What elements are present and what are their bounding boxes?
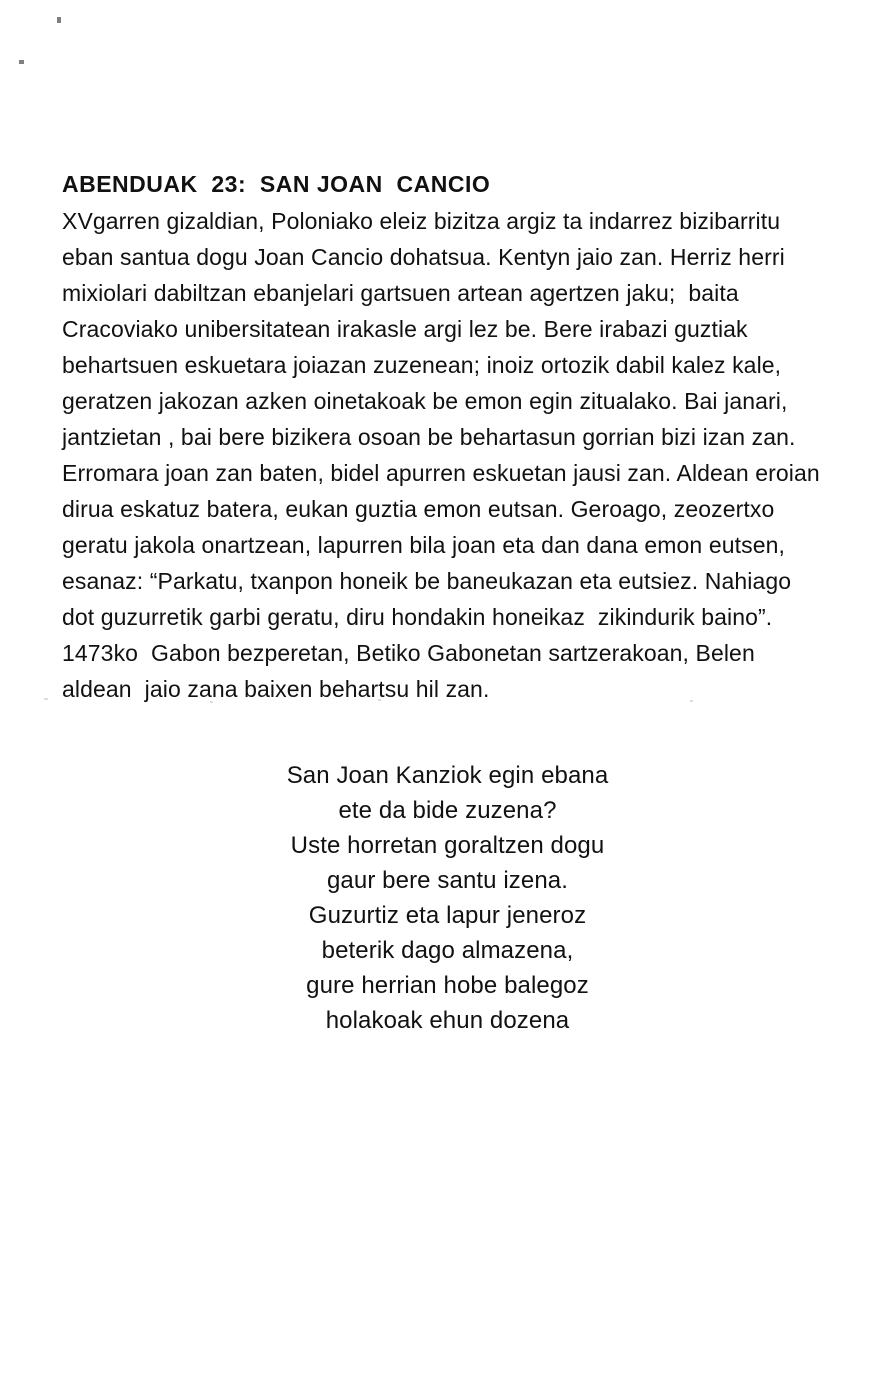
poem-line: holakoak ehun dozena	[325, 1007, 570, 1034]
poem-line: gure herrian hobe balegoz	[306, 972, 589, 999]
poem-line: Guzurtiz eta lapur jeneroz	[308, 902, 587, 929]
body-paragraph	[62, 203, 865, 707]
paragraph-line: mixiolari dabiltzan ebanjelari gartsuen artean agertzen jaku; baita	[62, 280, 739, 306]
main-text-block	[62, 166, 865, 707]
paragraph-line: Cracoviako unibersitatean irakasle argi lez be. Bere irabazi guztiak	[62, 316, 748, 342]
paragraph-line: Erromara joan zan baten, bidel apurren eskuetan jausi zan. Aldean eroian	[62, 460, 820, 486]
paragraph-line: eban santua dogu Joan Cancio dohatsua. Kentyn jaio zan. Herriz herri	[62, 244, 785, 270]
scan-speck	[44, 698, 48, 700]
paragraph-line: behartsuen eskuetara joiazan zuzenean; inoiz ortozik dabil kalez kale,	[62, 352, 782, 378]
poem-line: gaur bere santu izena.	[326, 867, 569, 894]
paragraph-line: XVgarren gizaldian, Poloniako eleiz bizitza argiz ta indarrez bizibarritu	[62, 208, 781, 234]
poem-line: beterik dago almazena,	[321, 937, 574, 964]
poem-line: ete da bide zuzena?	[338, 797, 557, 824]
paragraph-line: 1473ko Gabon bezperetan, Betiko Gabonetan sartzerakoan, Belen	[62, 640, 755, 666]
paragraph-line: dot guzurretik garbi geratu, diru hondakin honeikaz zikindurik baino”.	[62, 604, 773, 630]
scan-speck	[19, 60, 24, 64]
paragraph-line: jantzietan , bai bere bizikera osoan be behartasun gorrian bizi izan zan.	[62, 424, 796, 450]
poem-line: Uste horretan goraltzen dogu	[290, 832, 605, 859]
paragraph-line: geratzen jakozan azken oinetakoak be emon egin zitualako. Bai janari,	[62, 388, 788, 414]
poem-block	[0, 758, 895, 1038]
paragraph-line: aldean jaio zana baixen behartsu hil zan.	[62, 676, 490, 702]
paragraph-line: geratu jakola onartzean, lapurren bila joan eta dan dana emon eutsen,	[62, 532, 785, 558]
paragraph-line: dirua eskatuz batera, eukan guztia emon eutsan. Geroago, zeozertxo	[62, 496, 775, 522]
scan-speck	[57, 17, 61, 23]
paragraph-line: esanaz: “Parkatu, txanpon honeik be baneukazan eta eutsiez. Nahiago	[62, 568, 792, 594]
poem-line: San Joan Kanziok egin ebana	[286, 762, 609, 789]
page-title: ABENDUAK 23: SAN JOAN CANCIO	[62, 171, 491, 197]
